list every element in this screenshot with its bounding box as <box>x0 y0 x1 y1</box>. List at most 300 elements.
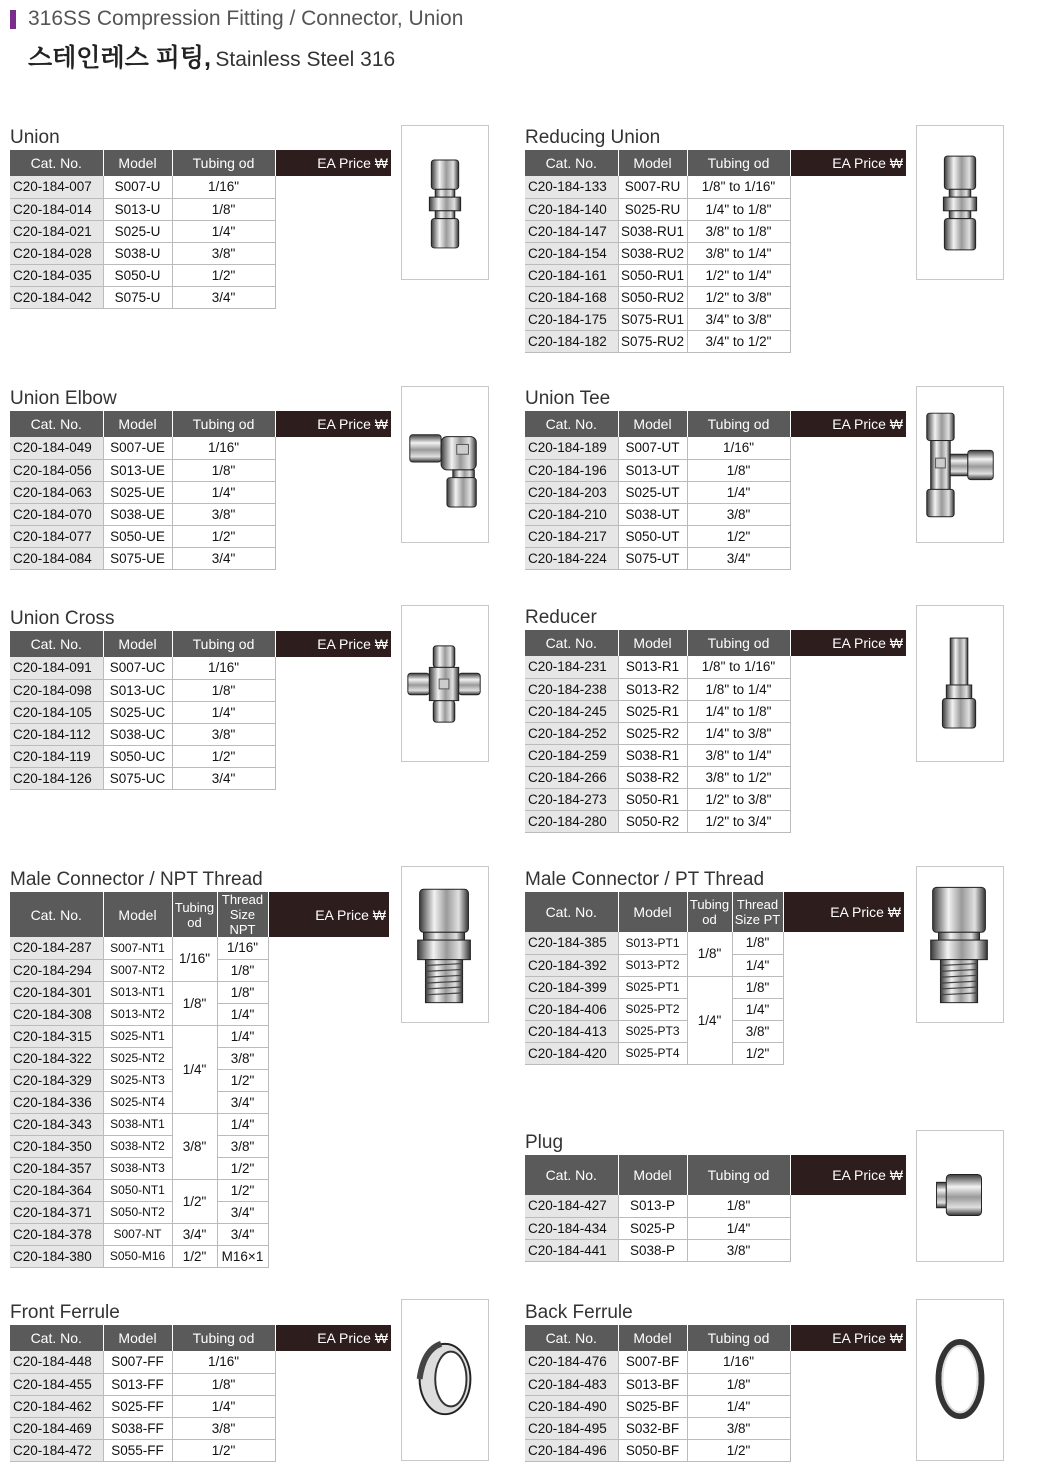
cat-no: C20-184-378 <box>10 1223 103 1245</box>
col-header-thread <box>217 892 268 937</box>
table-row <box>10 286 391 308</box>
col-header-model: Model <box>103 411 172 437</box>
section-male-npt <box>10 868 389 1268</box>
table-row <box>10 264 391 286</box>
cat-no: C20-184-315 <box>10 1025 103 1047</box>
col-header-tubing: Tubing od <box>687 411 790 437</box>
table-row <box>525 330 906 352</box>
col-header-model: Model <box>103 1325 172 1351</box>
tubing-od: 3/4" <box>687 547 790 569</box>
thread-size: 3/4" <box>217 1091 268 1113</box>
price-cell <box>275 745 391 767</box>
model: S038-R2 <box>618 766 687 788</box>
cat-no: C20-184-224 <box>525 547 618 569</box>
col-header-model: Model <box>103 892 172 937</box>
col-header-model: Model <box>103 150 172 176</box>
model: S007-NT <box>103 1223 172 1245</box>
price-cell <box>268 1069 389 1091</box>
model: S007-BF <box>618 1351 687 1373</box>
model: S050-RU2 <box>618 286 687 308</box>
tubing-od: 1/2" <box>172 525 275 547</box>
table-row <box>525 932 904 954</box>
thread-label-2: Size PT <box>734 912 781 927</box>
table-header-row <box>10 631 391 657</box>
col-header-model: Model <box>103 631 172 657</box>
table-row <box>525 1217 906 1239</box>
price-cell <box>783 954 904 976</box>
price-cell <box>275 701 391 723</box>
cat-no: C20-184-014 <box>10 198 103 220</box>
model: S025-NT2 <box>103 1047 172 1069</box>
price-cell <box>783 1020 904 1042</box>
table-row <box>525 976 904 998</box>
tubing-label-2: od <box>702 912 717 927</box>
table-header-row <box>525 1325 906 1351</box>
model: S038-P <box>618 1239 687 1261</box>
cat-no: C20-184-112 <box>10 723 103 745</box>
tubing-od: 3/4" <box>172 1223 217 1245</box>
table-row <box>525 788 906 810</box>
price-cell <box>790 788 906 810</box>
table-row <box>525 700 906 722</box>
col-header-tubing: Tubing od <box>172 631 275 657</box>
model: S050-RU1 <box>618 264 687 286</box>
col-header-price: EA Price ₩ <box>783 892 904 932</box>
model: S025-RU <box>618 198 687 220</box>
model: S038-U <box>103 242 172 264</box>
price-cell <box>790 286 906 308</box>
model: S032-BF <box>618 1417 687 1439</box>
tubing-od: 1/2" <box>172 1439 275 1461</box>
tubing-od: 3/8" <box>687 1239 790 1261</box>
col-header-model: Model <box>618 630 687 656</box>
table-row <box>10 723 391 745</box>
tubing-od: 3/4" <box>172 767 275 789</box>
page-title: 316SS Compression Fitting / Connector, Union <box>28 7 464 30</box>
section-union-tee <box>525 387 906 570</box>
table-row <box>10 176 391 198</box>
table-row <box>525 1417 906 1439</box>
price-cell <box>275 679 391 701</box>
col-header-model: Model <box>618 150 687 176</box>
tubing-od: 1/2" <box>172 1179 217 1223</box>
price-cell <box>275 1395 391 1417</box>
thread-size: 1/2" <box>217 1179 268 1201</box>
price-cell <box>268 1113 389 1135</box>
model: S050-UE <box>103 525 172 547</box>
model: S013-PT2 <box>618 954 687 976</box>
tubing-od: 3/8" to 1/8" <box>687 220 790 242</box>
col-header-tubing: Tubing od <box>687 1325 790 1351</box>
cat-no: C20-184-371 <box>10 1201 103 1223</box>
model: S038-NT2 <box>103 1135 172 1157</box>
table-row <box>525 1239 906 1261</box>
price-cell <box>275 264 391 286</box>
price-cell <box>790 1439 906 1461</box>
spec-table <box>525 630 906 833</box>
cat-no: C20-184-380 <box>10 1245 103 1267</box>
page-subtitle <box>28 38 395 74</box>
model: S013-R2 <box>618 678 687 700</box>
tubing-od: 1/8" <box>687 932 732 976</box>
table-row <box>10 481 391 503</box>
table-header-row <box>10 892 389 937</box>
table-row <box>10 220 391 242</box>
price-cell <box>790 1239 906 1261</box>
col-header-price: EA Price ₩ <box>790 1155 906 1195</box>
col-header-cat: Cat. No. <box>525 630 618 656</box>
tubing-od: 1/8" <box>687 459 790 481</box>
cat-no: C20-184-336 <box>10 1091 103 1113</box>
price-cell <box>790 700 906 722</box>
section-plug <box>525 1131 906 1262</box>
model: S055-FF <box>103 1439 172 1461</box>
table-row <box>525 176 906 198</box>
table-row <box>10 657 391 679</box>
union-cross-image <box>401 605 489 762</box>
cat-no: C20-184-294 <box>10 959 103 981</box>
section-title: Male Connector / NPT Thread <box>10 869 263 890</box>
price-cell <box>275 176 391 198</box>
cat-no: C20-184-490 <box>525 1395 618 1417</box>
col-header-tubing: Tubing od <box>687 1155 790 1195</box>
price-cell <box>790 330 906 352</box>
model: S075-RU1 <box>618 308 687 330</box>
col-header-cat: Cat. No. <box>525 1155 618 1195</box>
price-cell <box>790 308 906 330</box>
model: S013-NT2 <box>103 1003 172 1025</box>
model: S050-R1 <box>618 788 687 810</box>
section-title: Union Cross <box>10 608 115 629</box>
cat-no: C20-184-357 <box>10 1157 103 1179</box>
cat-no: C20-184-147 <box>525 220 618 242</box>
cat-no: C20-184-070 <box>10 503 103 525</box>
price-cell <box>275 1417 391 1439</box>
section-title: Union <box>10 127 60 148</box>
model: S013-P <box>618 1195 687 1217</box>
tubing-od: 1/4" to 1/8" <box>687 198 790 220</box>
tubing-od: 1/4" <box>172 1025 217 1113</box>
tubing-od: 1/16" <box>172 1351 275 1373</box>
cat-no: C20-184-189 <box>525 437 618 459</box>
price-cell <box>790 481 906 503</box>
price-cell <box>268 1047 389 1069</box>
table-row <box>10 1025 389 1047</box>
table-header-row <box>525 892 904 932</box>
cat-no: C20-184-203 <box>525 481 618 503</box>
thread-size: 1/4" <box>732 954 783 976</box>
model: S025-R1 <box>618 700 687 722</box>
price-cell <box>790 437 906 459</box>
spec-table <box>10 411 391 570</box>
table-row <box>525 220 906 242</box>
model: S038-UE <box>103 503 172 525</box>
section-title: Male Connector / PT Thread <box>525 869 765 890</box>
thread-size: 1/8" <box>217 981 268 1003</box>
price-cell <box>790 525 906 547</box>
table-row <box>10 1417 391 1439</box>
model: S050-UC <box>103 745 172 767</box>
tubing-label-1: Tubing <box>174 899 215 915</box>
model: S025-UC <box>103 701 172 723</box>
plug-image <box>916 1130 1004 1262</box>
table-header-row <box>10 1325 391 1351</box>
price-cell <box>790 1373 906 1395</box>
cat-no: C20-184-168 <box>525 286 618 308</box>
model: S025-PT2 <box>618 998 687 1020</box>
cat-no: C20-184-196 <box>525 459 618 481</box>
col-header-cat: Cat. No. <box>10 1325 103 1351</box>
tubing-od: 1/8" <box>172 198 275 220</box>
table-row <box>525 722 906 744</box>
tubing-od: 1/4" <box>687 976 732 1064</box>
table-row <box>10 1179 389 1201</box>
table-row <box>10 547 391 569</box>
model: S007-UC <box>103 657 172 679</box>
model: S038-NT3 <box>103 1157 172 1179</box>
cat-no: C20-184-462 <box>10 1395 103 1417</box>
cat-no: C20-184-252 <box>525 722 618 744</box>
table-row <box>10 1223 389 1245</box>
thread-label-1: Thread <box>736 897 779 912</box>
model: S025-NT3 <box>103 1069 172 1091</box>
front-ferrule-image <box>401 1299 489 1461</box>
cat-no: C20-184-077 <box>10 525 103 547</box>
price-cell <box>268 1003 389 1025</box>
reducer-image <box>916 605 1004 762</box>
tubing-od: 1/4" to 1/8" <box>687 700 790 722</box>
price-cell <box>268 1223 389 1245</box>
col-header-price: EA Price ₩ <box>275 631 391 657</box>
model: S025-U <box>103 220 172 242</box>
table-row <box>10 937 389 959</box>
table-row <box>525 437 906 459</box>
thread-size: 3/4" <box>217 1201 268 1223</box>
table-row <box>10 1113 389 1135</box>
model: S013-UT <box>618 459 687 481</box>
cat-no: C20-184-455 <box>10 1373 103 1395</box>
cat-no: C20-184-406 <box>525 998 618 1020</box>
price-cell <box>275 481 391 503</box>
model: S025-PT1 <box>618 976 687 998</box>
price-cell <box>275 1439 391 1461</box>
model: S013-UE <box>103 459 172 481</box>
cat-no: C20-184-427 <box>525 1195 618 1217</box>
table-row <box>525 810 906 832</box>
model: S025-FF <box>103 1395 172 1417</box>
table-row <box>10 981 389 1003</box>
table-header-row <box>525 1155 906 1195</box>
price-cell <box>268 1157 389 1179</box>
subtitle-korean: 스테인레스 피팅, <box>28 44 211 72</box>
cat-no: C20-184-154 <box>525 242 618 264</box>
cat-no: C20-184-448 <box>10 1351 103 1373</box>
col-header-model: Model <box>618 1325 687 1351</box>
spec-table <box>10 1325 391 1462</box>
table-row <box>10 459 391 481</box>
col-header-price: EA Price ₩ <box>275 150 391 176</box>
model: S013-NT1 <box>103 981 172 1003</box>
table-row <box>10 767 391 789</box>
model: S075-U <box>103 286 172 308</box>
cat-no: C20-184-245 <box>525 700 618 722</box>
tubing-label-2: od <box>187 914 202 930</box>
price-cell <box>790 1351 906 1373</box>
model: S050-U <box>103 264 172 286</box>
tubing-od: 1/8" <box>172 1373 275 1395</box>
table-row <box>10 242 391 264</box>
section-title: Plug <box>525 1132 564 1153</box>
tubing-od: 1/8" to 1/4" <box>687 678 790 700</box>
col-header-price: EA Price ₩ <box>275 411 391 437</box>
spec-table <box>10 892 389 1268</box>
thread-size: 3/8" <box>732 1020 783 1042</box>
price-cell <box>268 1091 389 1113</box>
price-cell <box>790 656 906 678</box>
table-row <box>10 437 391 459</box>
price-cell <box>790 722 906 744</box>
price-cell <box>790 264 906 286</box>
model: S025-UE <box>103 481 172 503</box>
price-cell <box>783 1042 904 1064</box>
cat-no: C20-184-140 <box>525 198 618 220</box>
model: S007-NT2 <box>103 959 172 981</box>
table-row <box>10 198 391 220</box>
price-cell <box>783 976 904 998</box>
section-union <box>10 126 391 309</box>
thread-size: 1/8" <box>217 959 268 981</box>
cat-no: C20-184-210 <box>525 503 618 525</box>
cat-no: C20-184-385 <box>525 932 618 954</box>
table-row <box>525 1439 906 1461</box>
section-union-elbow <box>10 387 391 570</box>
price-cell <box>268 1245 389 1267</box>
price-cell <box>268 959 389 981</box>
tubing-od: 3/8" <box>172 242 275 264</box>
cat-no: C20-184-231 <box>525 656 618 678</box>
model: S075-UT <box>618 547 687 569</box>
thread-label-1: Thread <box>221 892 264 907</box>
subtitle-english: Stainless Steel 316 <box>215 48 396 71</box>
col-header-tubing: Tubing od <box>172 1325 275 1351</box>
col-header-price: EA Price ₩ <box>790 150 906 176</box>
price-cell <box>275 503 391 525</box>
cat-no: C20-184-238 <box>525 678 618 700</box>
cat-no: C20-184-133 <box>525 176 618 198</box>
col-header-model: Model <box>618 1155 687 1195</box>
cat-no: C20-184-322 <box>10 1047 103 1069</box>
cat-no: C20-184-042 <box>10 286 103 308</box>
thread-size: 3/8" <box>217 1135 268 1157</box>
tubing-od: 1/2" <box>172 264 275 286</box>
cat-no: C20-184-287 <box>10 937 103 959</box>
spec-table <box>10 631 391 790</box>
price-cell <box>275 1373 391 1395</box>
model: S007-UE <box>103 437 172 459</box>
col-header-cat: Cat. No. <box>525 411 618 437</box>
tubing-od: 1/4" <box>687 1395 790 1417</box>
table-row <box>10 1373 391 1395</box>
section-title: Reducer <box>525 607 597 628</box>
cat-no: C20-184-350 <box>10 1135 103 1157</box>
model: S050-NT1 <box>103 1179 172 1201</box>
section-title: Reducing Union <box>525 127 661 148</box>
spec-table <box>525 150 906 353</box>
tubing-od: 3/8" to 1/2" <box>687 766 790 788</box>
model: S013-FF <box>103 1373 172 1395</box>
col-header-cat: Cat. No. <box>10 892 103 937</box>
price-cell <box>790 1195 906 1217</box>
tubing-od: 1/16" <box>172 937 217 981</box>
col-header-price: EA Price ₩ <box>790 630 906 656</box>
model: S013-U <box>103 198 172 220</box>
model: S013-PT1 <box>618 932 687 954</box>
price-cell <box>275 242 391 264</box>
tubing-od: 1/2" <box>687 525 790 547</box>
table-row <box>525 1351 906 1373</box>
table-row <box>525 242 906 264</box>
price-cell <box>275 723 391 745</box>
table-header-row <box>10 150 391 176</box>
model: S013-UC <box>103 679 172 701</box>
tubing-od: 1/4" <box>687 1217 790 1239</box>
price-cell <box>790 1217 906 1239</box>
model: S007-U <box>103 176 172 198</box>
cat-no: C20-184-105 <box>10 701 103 723</box>
table-row <box>525 264 906 286</box>
tubing-od: 1/2" to 1/4" <box>687 264 790 286</box>
cat-no: C20-184-049 <box>10 437 103 459</box>
male-connector-npt-image <box>401 866 489 1023</box>
reducing-union-image <box>916 125 1004 280</box>
col-header-cat: Cat. No. <box>10 150 103 176</box>
thread-size: 1/16" <box>217 937 268 959</box>
col-header-price: EA Price ₩ <box>268 892 389 937</box>
col-header-cat: Cat. No. <box>525 1325 618 1351</box>
col-header-cat: Cat. No. <box>10 631 103 657</box>
spec-table <box>525 1155 906 1262</box>
price-cell <box>790 220 906 242</box>
cat-no: C20-184-119 <box>10 745 103 767</box>
spec-table <box>525 1325 906 1462</box>
tubing-od: 3/8" <box>687 1417 790 1439</box>
tubing-od: 1/16" <box>172 176 275 198</box>
price-cell <box>790 678 906 700</box>
thread-size: 1/8" <box>732 976 783 998</box>
union-image <box>401 125 489 280</box>
model: S013-BF <box>618 1373 687 1395</box>
tubing-od: 3/4" <box>172 547 275 569</box>
table-row <box>10 701 391 723</box>
table-row <box>10 745 391 767</box>
cat-no: C20-184-308 <box>10 1003 103 1025</box>
tubing-od: 1/4" <box>172 701 275 723</box>
cat-no: C20-184-007 <box>10 176 103 198</box>
section-back-ferrule <box>525 1301 906 1462</box>
model: S025-PT4 <box>618 1042 687 1064</box>
cat-no: C20-184-063 <box>10 481 103 503</box>
section-title: Union Elbow <box>10 388 117 409</box>
tubing-od: 1/2" to 3/8" <box>687 788 790 810</box>
tubing-od: 3/8" <box>172 1417 275 1439</box>
tubing-od: 1/8" <box>172 679 275 701</box>
thread-size: 3/4" <box>217 1223 268 1245</box>
cat-no: C20-184-266 <box>525 766 618 788</box>
col-header-model: Model <box>618 411 687 437</box>
col-header-tubing: Tubing od <box>172 411 275 437</box>
tubing-od: 3/8" <box>172 723 275 745</box>
model: S075-UC <box>103 767 172 789</box>
